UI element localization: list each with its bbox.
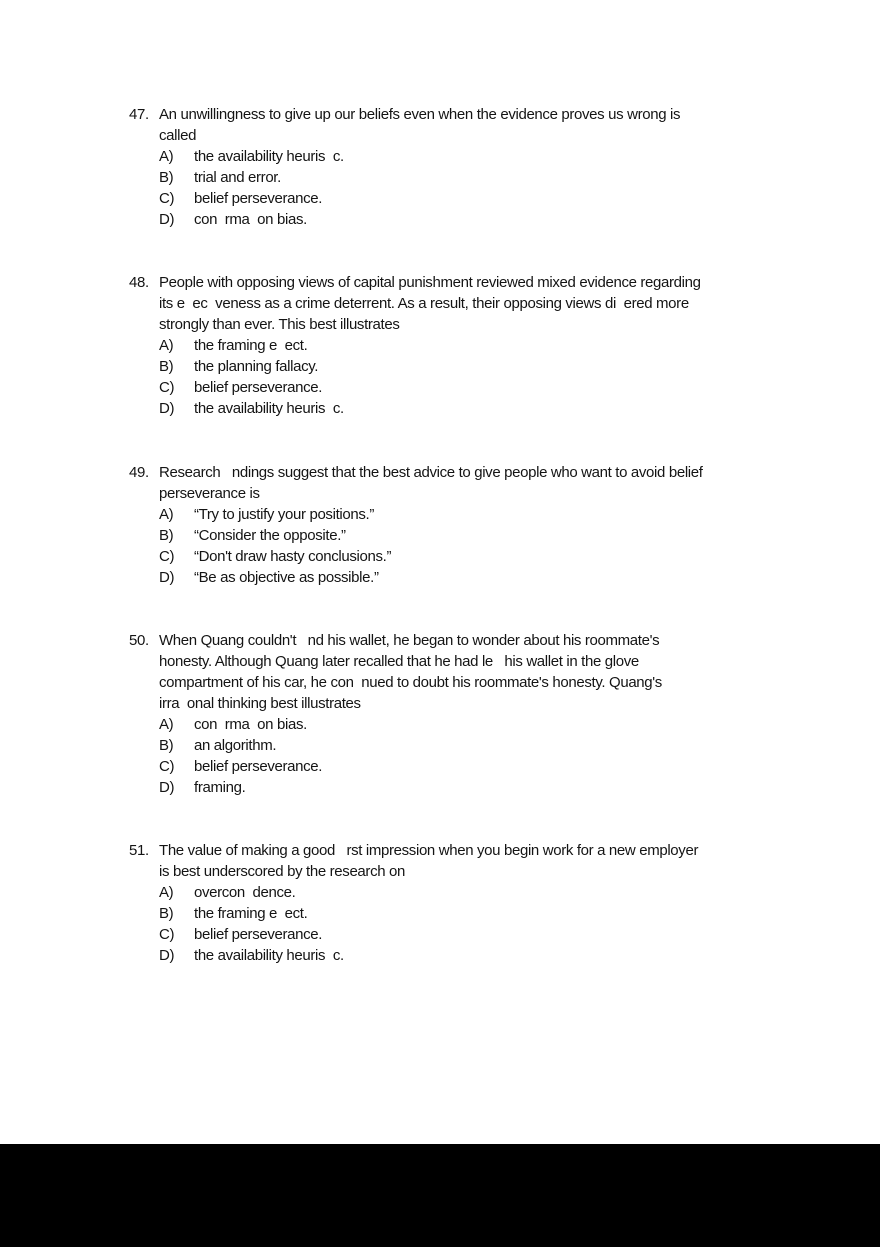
- option-letter: C): [159, 190, 175, 207]
- answer-option-a: [129, 714, 789, 735]
- answer-option-a: [129, 882, 789, 903]
- black-letterbox-bar: [0, 1144, 880, 1247]
- answer-option-a: [129, 504, 789, 525]
- option-text: the availability heuris c.: [194, 400, 344, 417]
- question-text: its e ec veness as a crime deterrent. As a result, their opposing views di ered more: [159, 295, 689, 312]
- question-47: [129, 104, 789, 230]
- answer-option-d: [129, 777, 789, 798]
- option-text: “Be as objective as possible.”: [194, 569, 379, 586]
- question-stem-line: [129, 293, 789, 314]
- question-text: is best underscored by the research on: [159, 863, 406, 880]
- option-letter: B): [159, 169, 174, 186]
- answer-option-a: [129, 335, 789, 356]
- question-48: [129, 272, 789, 419]
- option-letter: A): [159, 716, 174, 733]
- question-stem-line: [129, 651, 789, 672]
- question-text: compartment of his car, he con nued to doubt his roommate's honesty. Quang's: [159, 674, 662, 691]
- answer-option-d: [129, 209, 789, 230]
- option-letter: C): [159, 926, 175, 943]
- option-text: con rma on bias.: [194, 211, 307, 228]
- question-stem-line: [129, 104, 789, 125]
- answer-option-c: [129, 756, 789, 777]
- option-letter: D): [159, 779, 175, 796]
- answer-option-b: [129, 356, 789, 377]
- question-text: called: [159, 127, 197, 144]
- option-text: the framing e ect.: [194, 905, 308, 922]
- answer-option-d: [129, 567, 789, 588]
- option-text: “Don't draw hasty conclusions.”: [194, 548, 392, 565]
- option-letter: A): [159, 884, 174, 901]
- option-text: belief perseverance.: [194, 190, 323, 207]
- option-letter: C): [159, 758, 175, 775]
- option-text: the framing e ect.: [194, 337, 308, 354]
- option-letter: A): [159, 148, 174, 165]
- answer-option-a: [129, 146, 789, 167]
- option-letter: B): [159, 527, 174, 544]
- question-stem-line: [129, 272, 789, 293]
- option-text: belief perseverance.: [194, 926, 323, 943]
- option-letter: A): [159, 506, 174, 523]
- option-text: the availability heuris c.: [194, 947, 344, 964]
- question-51: [129, 840, 789, 966]
- question-stem-line: [129, 314, 789, 335]
- question-text: irra onal thinking best illustrates: [159, 695, 361, 712]
- option-text: trial and error.: [194, 169, 281, 186]
- question-number: 48.: [129, 274, 149, 291]
- option-text: belief perseverance.: [194, 758, 323, 775]
- option-letter: C): [159, 548, 175, 565]
- option-text: overcon dence.: [194, 884, 296, 901]
- question-text: When Quang couldn't nd his wallet, he began to wonder about his roommate's: [159, 632, 660, 649]
- question-stem-line: [129, 693, 789, 714]
- option-letter: B): [159, 905, 174, 922]
- option-text: an algorithm.: [194, 737, 277, 754]
- answer-option-b: [129, 167, 789, 188]
- option-letter: C): [159, 379, 175, 396]
- answer-option-d: [129, 398, 789, 419]
- question-stem-line: [129, 861, 789, 882]
- question-text: The value of making a good rst impression when you begin work for a new employer: [159, 842, 699, 859]
- question-stem-line: [129, 630, 789, 651]
- option-letter: B): [159, 737, 174, 754]
- answer-option-b: [129, 735, 789, 756]
- answer-option-b: [129, 525, 789, 546]
- question-text: Research ndings suggest that the best advice to give people who want to avoid belief: [159, 464, 703, 481]
- option-text: framing.: [194, 779, 246, 796]
- question-text: perseverance is: [159, 485, 260, 502]
- option-text: the availability heuris c.: [194, 148, 344, 165]
- option-text: “Try to justify your positions.”: [194, 506, 374, 523]
- option-text: the planning fallacy.: [194, 358, 319, 375]
- answer-option-b: [129, 903, 789, 924]
- answer-option-c: [129, 188, 789, 209]
- question-stem-line: [129, 483, 789, 504]
- question-number: 51.: [129, 842, 149, 859]
- answer-option-c: [129, 924, 789, 945]
- option-letter: D): [159, 211, 175, 228]
- question-stem-line: [129, 125, 789, 146]
- option-text: con rma on bias.: [194, 716, 307, 733]
- question-text: An unwillingness to give up our beliefs even when the evidence proves us wrong is: [159, 106, 681, 123]
- question-stem-line: [129, 672, 789, 693]
- question-stem-line: [129, 840, 789, 861]
- answer-option-d: [129, 945, 789, 966]
- question-text: strongly than ever. This best illustrates: [159, 316, 400, 333]
- option-letter: D): [159, 400, 175, 417]
- question-49: [129, 462, 789, 588]
- question-text: People with opposing views of capital punishment reviewed mixed evidence regarding: [159, 274, 701, 291]
- option-letter: A): [159, 337, 174, 354]
- question-number: 49.: [129, 464, 149, 481]
- option-text: “Consider the opposite.”: [194, 527, 346, 544]
- option-letter: B): [159, 358, 174, 375]
- question-50: [129, 630, 789, 798]
- option-letter: D): [159, 947, 175, 964]
- question-text: honesty. Although Quang later recalled that he had le his wallet in the glove: [159, 653, 639, 670]
- question-stem-line: [129, 462, 789, 483]
- question-number: 47.: [129, 106, 149, 123]
- option-letter: D): [159, 569, 175, 586]
- answer-option-c: [129, 546, 789, 567]
- question-number: 50.: [129, 632, 149, 649]
- answer-option-c: [129, 377, 789, 398]
- option-text: belief perseverance.: [194, 379, 323, 396]
